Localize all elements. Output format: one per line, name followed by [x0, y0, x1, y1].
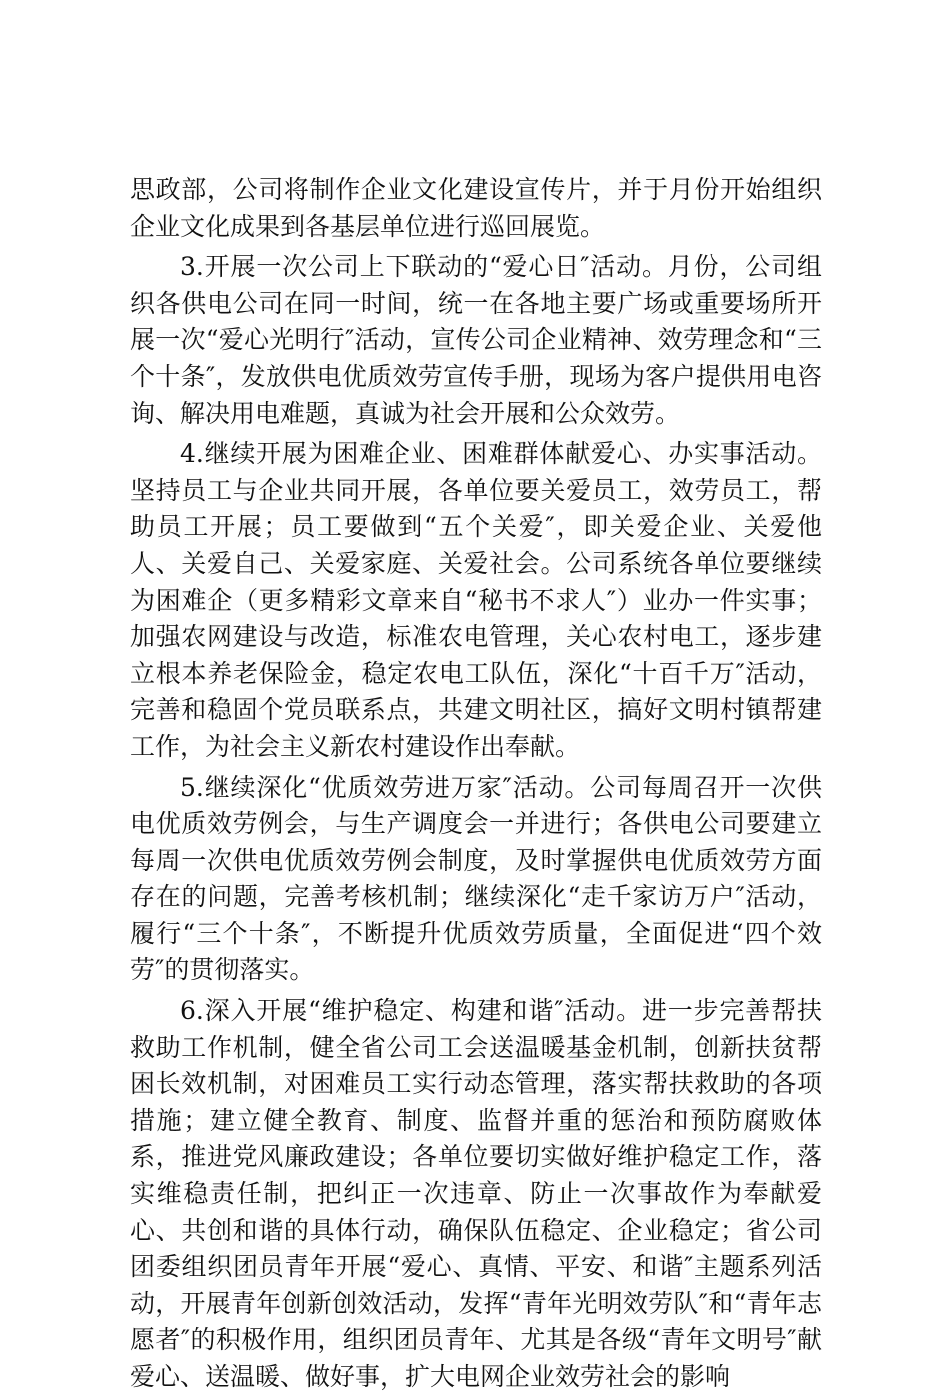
document-body [130, 172, 822, 1396]
paragraph-item-3: 3.开展一次公司上下联动的“爱心日″活动。月份，公司组织各供电公司在同一时间，统一在各地主要广场或重要场所开展一次“爱心光明行″活动，宣传公司企业精神、效劳理念和“三个十条″，发放供电优质效劳宣传手册，现场为客户提供用电咨询、解决用电难题，真诚为社会开展和公众效劳。 [130, 252, 822, 428]
paragraph-intro-continuation: 思政部，公司将制作企业文化建设宣传片，并于月份开始组织企业文化成果到各基层单位进行巡回展览。 [130, 175, 822, 241]
paragraph-item-4: 4.继续开展为困难企业、困难群体献爱心、办实事活动。坚持员工与企业共同开展，各单位要关爱员工，效劳员工，帮助员工开展；员工要做到“五个关爱″，即关爱企业、关爱他人、关爱自己、关爱家庭、关爱社会。公司系统各单位要继续为困难企（更多精彩文章来自“秘书不求人″）业办一件实事；加强农网建设与改造，标准农电管理，关心农村电工，逐步建立根本养老保险金，稳定农电工队伍，深化“十百千万″活动，完善和稳固个党员联系点，共建文明社区，搞好文明村镇帮建工作，为社会主义新农村建设作出奉献。 [130, 439, 822, 761]
paragraph-item-5: 5.继续深化“优质效劳进万家″活动。公司每周召开一次供电优质效劳例会，与生产调度会一并进行；各供电公司要建立每周一次供电优质效劳例会制度，及时掌握供电优质效劳方面存在的问题，完善考核机制；继续深化“走千家访万户″活动，履行“三个十条″，不断提升优质效劳质量，全面促进“四个效劳″的贯彻落实。 [130, 772, 822, 985]
paragraph-item-6: 6.深入开展“维护稳定、构建和谐″活动。进一步完善帮扶救助工作机制，健全省公司工会送温暖基金机制，创新扶贫帮困长效机制，对困难员工实行动态管理，落实帮扶救助的各项措施；建立健全教育、制度、监督并重的惩治和预防腐败体系，推进党风廉政建设；各单位要切实做好维护稳定工作，落实维稳责任制，把纠正一次违章、防止一次事故作为奉献爱心、共创和谐的具体行动，确保队伍稳定、企业稳定；省公司团委组织团员青年开展“爱心、真情、平安、和谐″主题系列活动，开展青年创新创效活动，发挥“青年光明效劳队″和“青年志愿者″的积极作用，组织团员青年、尤其是各级“青年文明号″献爱心、送温暖、做好事，扩大电网企业效劳社会的影响 [130, 996, 822, 1391]
